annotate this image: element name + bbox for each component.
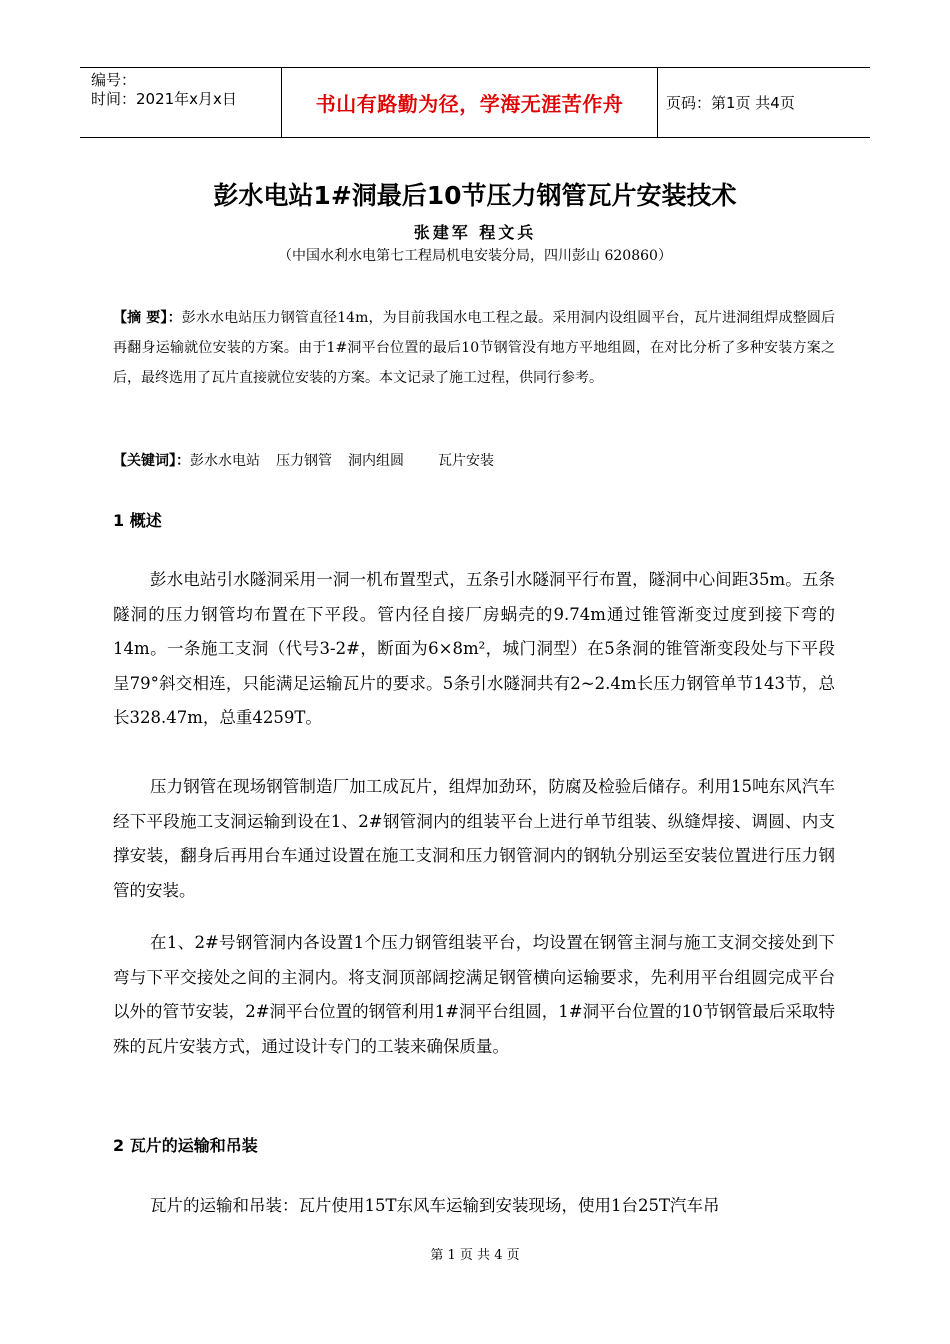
- paragraph: 压力钢管在现场钢管制造厂加工成瓦片，组焊加劲环，防腐及检验后储存。利用15吨东风汽车经下平段施工支洞运输到设在1、2#钢管洞内的组装平台上进行单节组装、纵缝焊接、调圆、内支撑安装，翻身后再用台车通过设置在施工支洞和压力钢管洞内的钢轨分别运至安装位置进行压力钢管的安装。: [113, 777, 835, 900]
- keywords-label: 【关键词】：: [113, 453, 190, 469]
- abstract-label: 【摘 要】：: [113, 310, 182, 326]
- keyword: 洞内组圆: [348, 453, 404, 469]
- keywords: [113, 450, 835, 472]
- motto-text: 书山有路勤为径，学海无涯苦作舟: [315, 92, 624, 116]
- paragraph: 在1、2#号钢管洞内各设置1个压力钢管组装平台，均设置在钢管主洞与施工支洞交接处到下弯与下平交接处之间的主洞内。将支洞顶部阔挖满足钢管横向运输要求，先利用平台组圆完成平台以外的管节安装，2#洞平台位置的钢管利用1#洞平台组圆，1#洞平台位置的10节钢管最后采取特殊的瓦片安装方式，通过设计专门的工装来确保质量。: [113, 933, 835, 1056]
- paragraph: 彭水电站引水隧洞采用一洞一机布置型式，五条引水隧洞平行布置，隧洞中心间距35m。五条隧洞的压力钢管均布置在下平段。管内径自接厂房蜗壳的9.74m通过锥管渐变过度到接下弯的14m。一条施工支洞（代号3-2#，断面为6×8m²，城门洞型）在5条洞的锥管渐变段处与下平段呈79°斜交相连，只能满足运输瓦片的要求。5条引水隧洞共有2~2.4m长压力钢管单节143节，总长328.47m，总重4259T。: [113, 570, 835, 727]
- keyword: 瓦片安装: [438, 453, 494, 469]
- paragraph: 瓦片的运输和吊装：瓦片使用15T东风车运输到安装现场，使用1台25T汽车吊: [150, 1196, 720, 1215]
- document-title: 彭水电站1#洞最后10节压力钢管瓦片安装技术: [213, 181, 737, 210]
- header-page-cell: [658, 68, 870, 137]
- page-footer: 第 1 页 共 4 页: [430, 1248, 520, 1263]
- section-heading: 2 瓦片的运输和吊装: [113, 1136, 258, 1155]
- header-table: [80, 67, 870, 138]
- time-label: 时间：2021年x月x日: [91, 90, 237, 108]
- header-motto-cell: [281, 68, 658, 137]
- keyword: 彭水水电站: [190, 453, 260, 469]
- abstract: [113, 303, 835, 393]
- affiliation: （中国水利水电第七工程局机电安装分局，四川彭山 620860）: [278, 248, 672, 264]
- header-meta: [80, 68, 281, 137]
- page-label: 页码：第1页 共4页: [666, 94, 795, 112]
- number-label: 编号：: [91, 71, 137, 89]
- keyword: 压力钢管: [276, 453, 332, 469]
- section-heading: 1 概述: [113, 511, 162, 530]
- authors: 张建军 程文兵: [413, 223, 537, 242]
- abstract-text: 彭水水电站压力钢管直径14m，为目前我国水电工程之最。采用洞内设组圆平台，瓦片进洞组焊成整圆后再翻身运输就位安装的方案。由于1#洞平台位置的最后10节钢管没有地方平地组圆，在对比分析了多种安装方案之后，最终选用了瓦片直接就位安装的方案。本文记录了施工过程，供同行参考。: [113, 310, 835, 386]
